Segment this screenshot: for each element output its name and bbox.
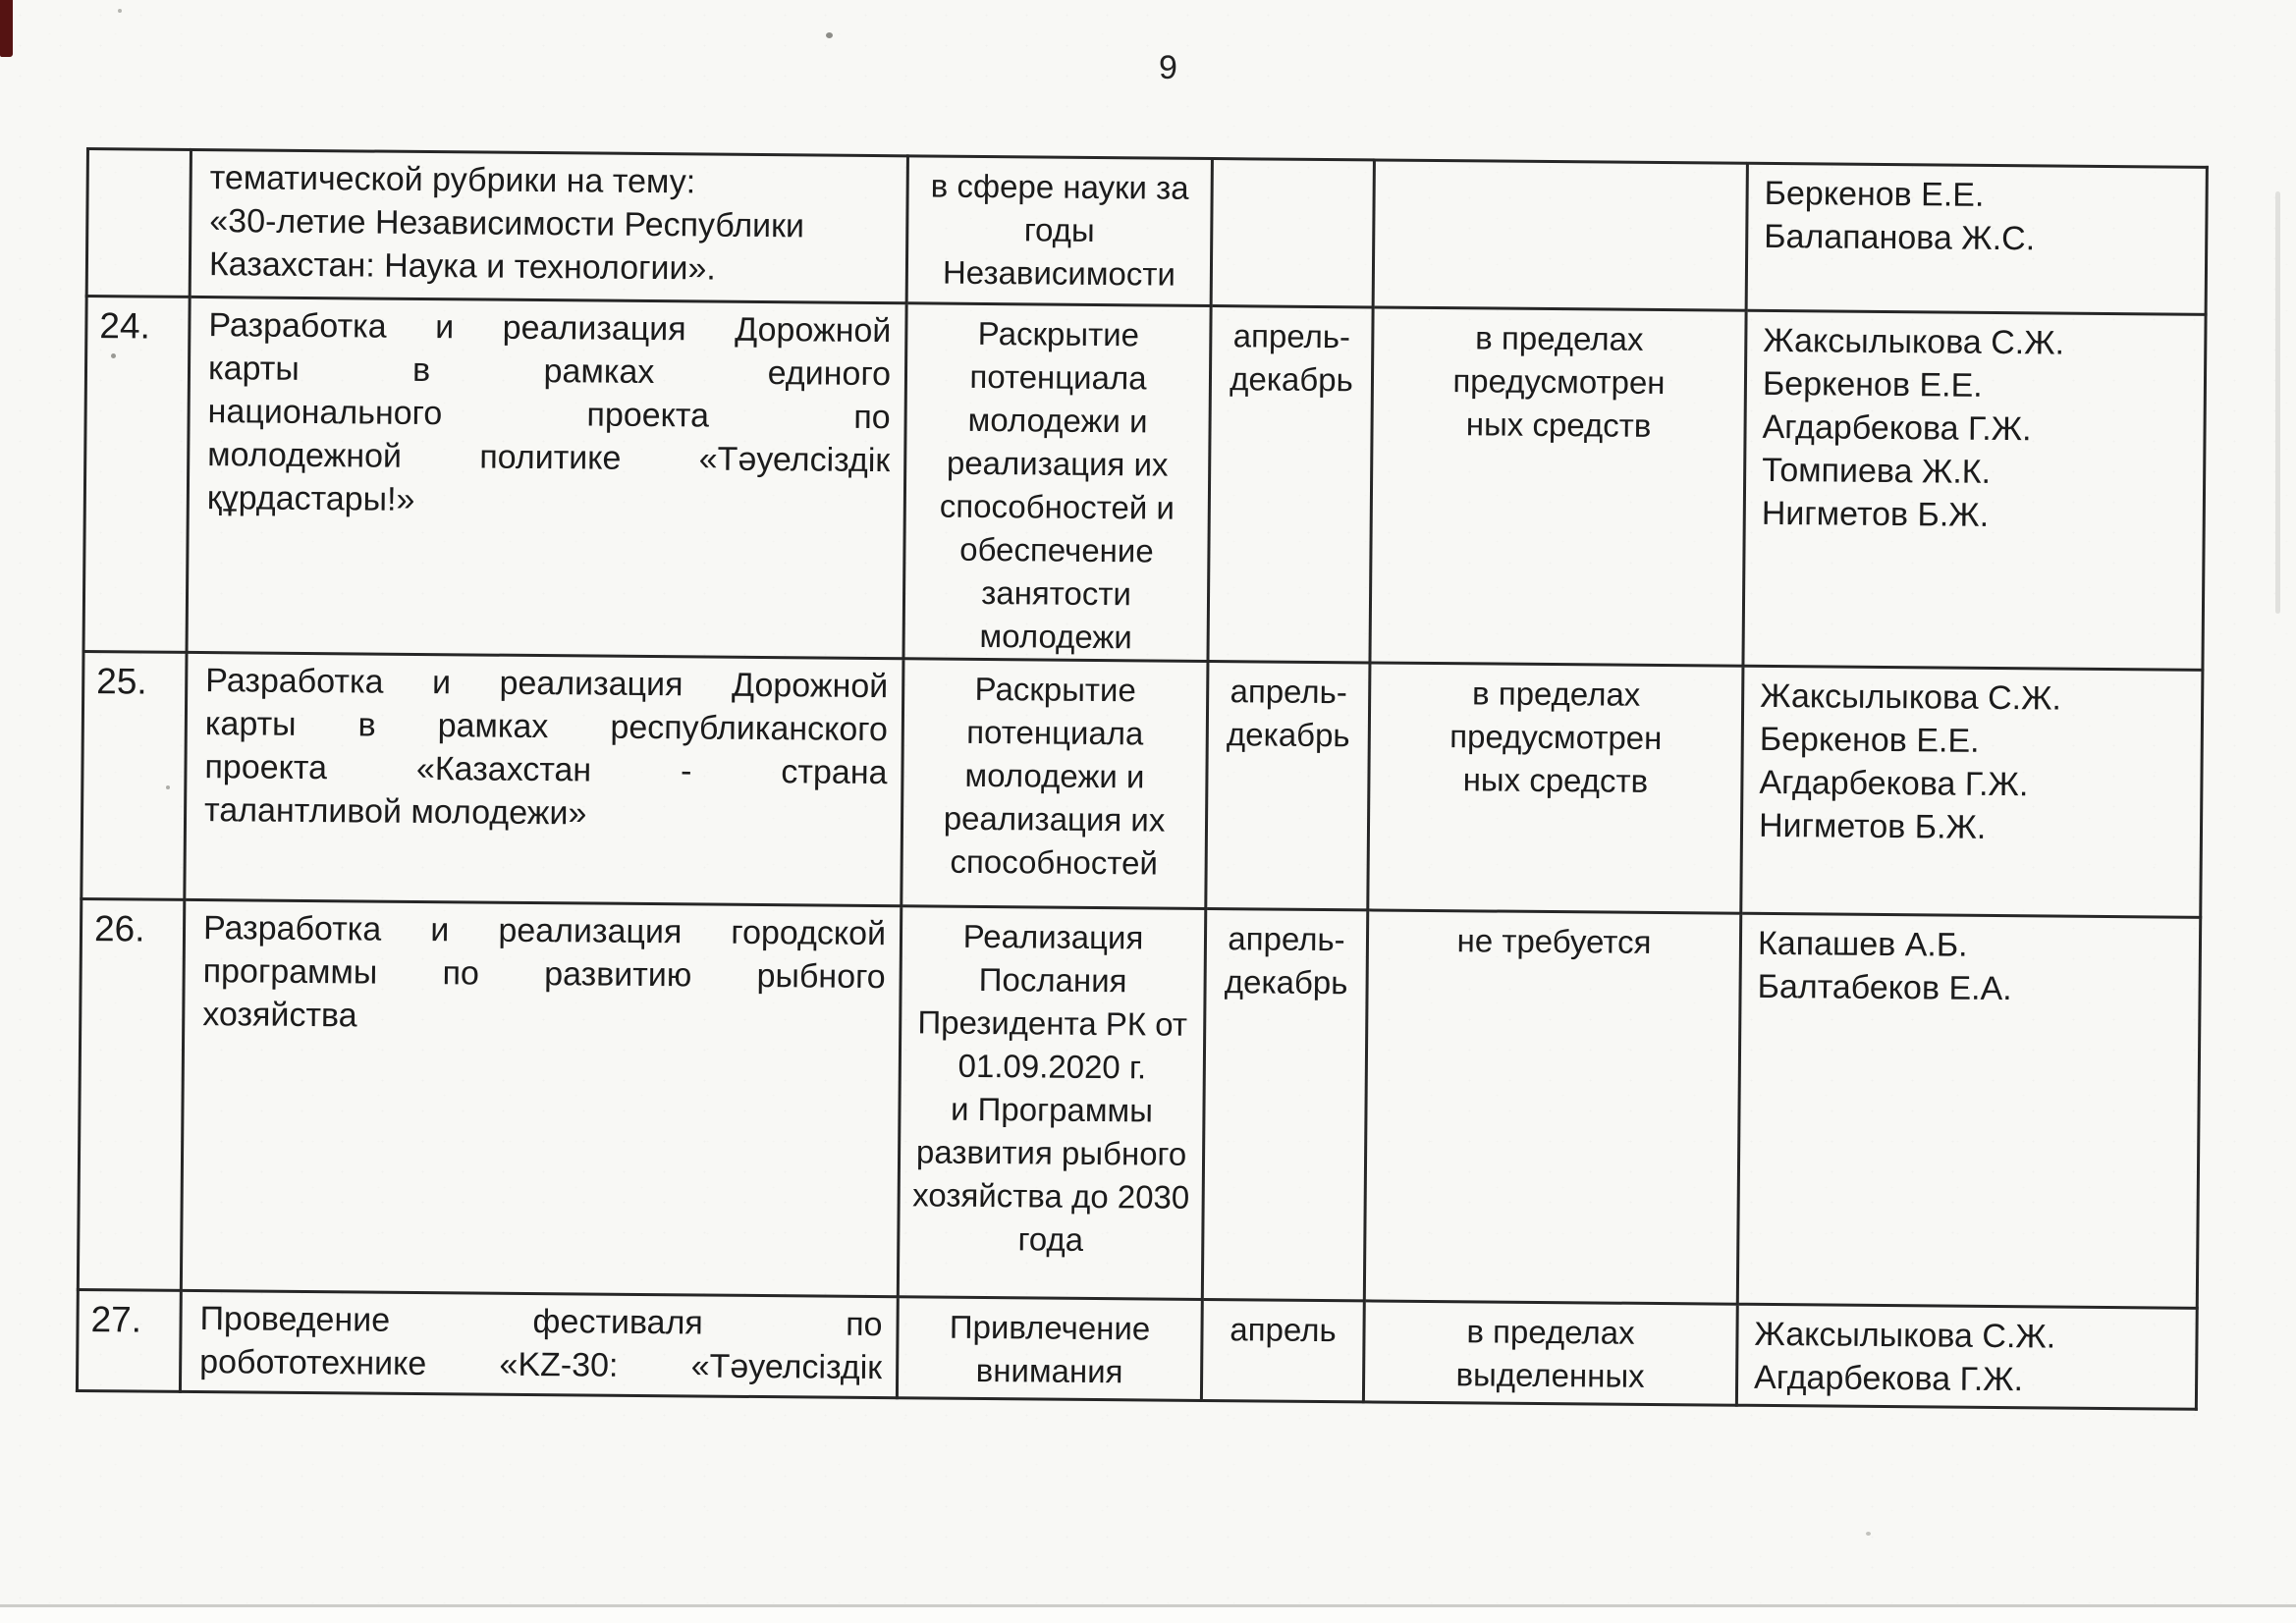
- responsible-cell: Жаксылыкова С.Ж. Беркенов Е.Е. Агдарбекова Г.Ж. Нигметов Б.Ж.: [1741, 666, 2203, 917]
- task-line: национального проекта по: [207, 393, 891, 437]
- row-number-cell: 26.: [78, 898, 184, 1290]
- plan-table-body: [77, 149, 2207, 1410]
- scan-speck: [118, 9, 122, 13]
- row-number-cell: [86, 149, 191, 298]
- row-number-cell: 25.: [82, 651, 187, 899]
- task-line: Разработка и реализация Дорожной: [208, 306, 892, 351]
- task-line: хозяйства: [202, 996, 357, 1035]
- task-line: карты в рамках республиканского: [204, 705, 889, 749]
- funding-cell: в пределах предусмотрен ных средств: [1368, 663, 1743, 913]
- scanner-background: [0, 1607, 2296, 1623]
- task-line: карты в рамках единого: [207, 350, 892, 394]
- purpose-cell: в сфере науки за годы Независимости: [906, 156, 1212, 306]
- task-line: робототехнике «KZ-30: «Тәуелсіздік: [199, 1343, 883, 1387]
- task-cell: [185, 652, 903, 905]
- purpose-cell: Раскрытие потенциала молодежи и реализация их способностей: [902, 659, 1208, 909]
- table-row: [77, 1289, 2197, 1409]
- task-line: тематической рубрики на тему:: [209, 159, 696, 201]
- scan-streak: [2275, 191, 2280, 614]
- row-number-cell: 24.: [83, 297, 190, 653]
- funding-cell: не требуется: [1364, 910, 1740, 1304]
- task-cell: [181, 899, 901, 1296]
- row-number-cell: 27.: [77, 1289, 181, 1391]
- period-cell: апрель: [1201, 1299, 1364, 1401]
- task-line: Разработка и реализация городской: [202, 909, 887, 953]
- purpose-cell: Раскрытие потенциала молодежи и реализация их способностей и обеспечение занятости молодежи: [903, 303, 1211, 662]
- task-line: программы по развитию рыбного: [202, 952, 886, 997]
- scan-speck: [1866, 1532, 1871, 1536]
- scan-edge-mark: [0, 0, 13, 57]
- responsible-cell: Жаксылыкова С.Ж. Агдарбекова Г.Ж.: [1736, 1304, 2197, 1409]
- task-line: Проведение фестиваля по: [199, 1300, 883, 1344]
- responsible-cell: Беркенов Е.Е. Балапанова Ж.С.: [1746, 163, 2207, 314]
- period-cell: апрель- декабрь: [1202, 908, 1367, 1300]
- purpose-cell: Привлечение внимания: [897, 1297, 1202, 1401]
- task-line: Казахстан: Наука и технологии».: [208, 245, 717, 288]
- task-line: «30-летие Независимости Республики: [209, 202, 805, 245]
- table-row: [82, 651, 2203, 917]
- purpose-cell: Реализация Послания Президента РК от 01.09.2020 г. и Программы развития рыбного хозяйства до 2030 года: [898, 906, 1205, 1300]
- funding-cell: в пределах предусмотрен ных средств: [1370, 307, 1746, 666]
- task-cell: [187, 297, 906, 658]
- table-row: [78, 898, 2200, 1308]
- task-line: құрдастары!»: [206, 479, 415, 518]
- responsible-cell: Жаксылыкова С.Ж. Беркенов Е.Е. Агдарбекова Г.Ж. Томпиева Ж.К. Нигметов Б.Ж.: [1743, 310, 2206, 670]
- table-row: [86, 149, 2207, 315]
- table-row: [83, 297, 2206, 671]
- funding-cell: в пределах выделенных: [1363, 1301, 1737, 1405]
- task-line: проекта «Казахстан - страна: [204, 748, 888, 792]
- task-line: Разработка и реализация Дорожной: [205, 662, 889, 706]
- scan-speck: [826, 32, 833, 38]
- task-cell: [190, 149, 907, 302]
- period-cell: апрель- декабрь: [1206, 661, 1370, 909]
- task-cell: [180, 1290, 898, 1397]
- funding-cell: [1373, 160, 1747, 310]
- document-sheet: [76, 147, 2209, 1411]
- task-line: молодежной политике «Тәуелсіздік: [207, 436, 891, 480]
- period-cell: апрель- декабрь: [1208, 305, 1373, 662]
- responsible-cell: Капашев А.Б. Балтабеков Е.А.: [1737, 913, 2200, 1308]
- page-number: 9: [1159, 49, 1177, 86]
- task-line: талантливой молодежи»: [203, 791, 587, 833]
- period-cell: [1211, 159, 1374, 307]
- action-plan-table: [76, 147, 2209, 1411]
